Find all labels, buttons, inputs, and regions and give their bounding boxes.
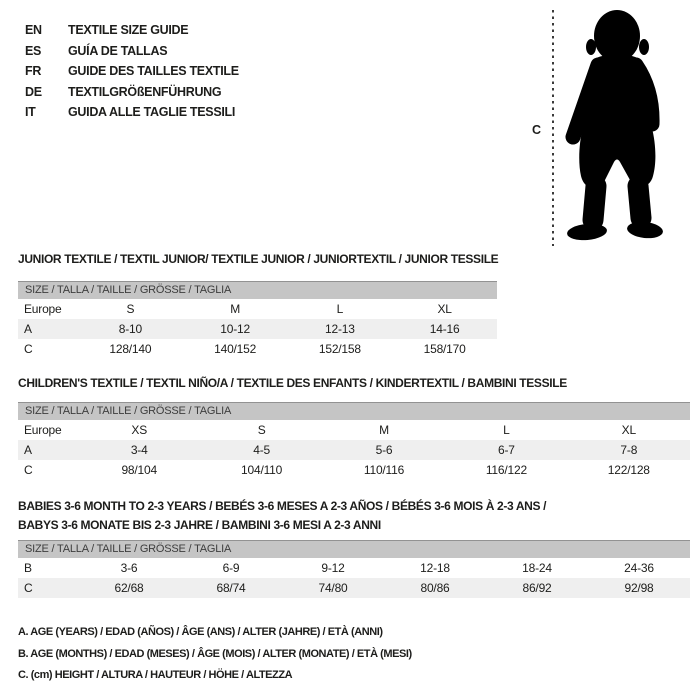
language-code: IT (25, 105, 36, 120)
guide-title: GUIDA ALLE TAGLIE TESSILI (68, 105, 236, 120)
table-cell: XL (621, 423, 636, 437)
table-cell: 18-24 (522, 561, 552, 575)
toddler-silhouette-image (560, 8, 665, 242)
footnote-b: B. AGE (MONTHS) / EDAD (MESES) / ÂGE (MOIS) / ALTER (MONATE) / ETÀ (MESI) (18, 647, 412, 660)
table-cell: 116/122 (485, 463, 527, 477)
table-row (18, 339, 497, 359)
table-cell: 5-6 (375, 443, 393, 457)
table-cell: 7-8 (620, 443, 638, 457)
babies-table-title-line1: BABIES 3-6 MONTH TO 2-3 YEARS / BEBÉS 3-6 MESES A 2-3 AÑOS / BÉBÉS 3-6 MOIS À 2-3 ANS / (18, 499, 547, 513)
language-row (25, 82, 239, 103)
table-cell: XS (131, 423, 147, 437)
language-code: EN (25, 23, 42, 38)
table-row (18, 578, 690, 598)
footnote-a: A. AGE (YEARS) / EDAD (AÑOS) / ÂGE (ANS) / ALTER (JAHRE) / ETÀ (ANNI) (18, 626, 383, 638)
table-cell: S (257, 423, 266, 437)
footnotes (18, 622, 412, 687)
table-cell: 68/74 (216, 581, 246, 595)
table-row (18, 420, 690, 440)
table-row (18, 558, 690, 578)
language-code: ES (25, 43, 42, 58)
guide-title: TEXTILE SIZE GUIDE (68, 23, 189, 38)
table-cell: L (336, 302, 344, 316)
table-cell: 9-12 (321, 561, 345, 575)
table-body (18, 420, 690, 480)
table-cell: 14-16 (429, 322, 460, 336)
table-cell: S (126, 302, 135, 316)
babies-textile-table (18, 540, 690, 598)
language-code: FR (25, 64, 42, 79)
table-cell: 10-12 (220, 322, 250, 336)
table-cell: L (503, 423, 510, 437)
table-cell: 152/158 (318, 342, 361, 356)
children-textile-table (18, 402, 690, 480)
table-cell: XL (437, 302, 452, 316)
table-cell: 110/116 (363, 463, 405, 477)
row-label-cell: Europe (24, 423, 62, 437)
table-cell: 104/110 (241, 463, 283, 477)
table-cell: 80/86 (420, 581, 450, 595)
guide-title: GUÍA DE TALLAS (68, 43, 168, 58)
table-cell: 12-18 (420, 561, 450, 575)
children-table-title: CHILDREN'S TEXTILE / TEXTIL NIÑO/A / TEXTILE DES ENFANTS / KINDERTEXTIL / BAMBINI TESSILE (18, 376, 567, 390)
table-cell: 122/128 (607, 463, 650, 477)
table-cell: 3-6 (120, 561, 138, 575)
table-cell: 6-9 (222, 561, 240, 575)
table-cell: 86/92 (522, 581, 552, 595)
language-row (25, 102, 239, 123)
height-measure-line (552, 10, 554, 246)
table-cell: 62/68 (114, 581, 144, 595)
guide-title: GUIDE DES TAILLES TEXTILE (68, 64, 239, 79)
row-label-cell: B (24, 561, 32, 575)
row-label-cell: Europe (24, 302, 62, 316)
row-label-cell: A (24, 443, 32, 457)
junior-table-title: JUNIOR TEXTILE / TEXTIL JUNIOR/ TEXTILE JUNIOR / JUNIORTEXTIL / JUNIOR TESSILE (18, 252, 499, 266)
table-cell: 140/152 (214, 342, 257, 356)
language-row (25, 20, 239, 41)
guide-title: TEXTILGRÖßENFÜHRUNG (68, 84, 222, 99)
table-cell: 74/80 (318, 581, 348, 595)
language-row (25, 61, 239, 82)
size-header-bar: SIZE / TALLA / TAILLE / GRÖSSE / TAGLIA (18, 402, 690, 420)
row-label-cell: C (24, 342, 33, 356)
table-cell: 158/170 (423, 342, 466, 356)
footnote-c: C. (cm) HEIGHT / ALTURA / HAUTEUR / HÖHE / ALTEZZA (18, 669, 293, 681)
babies-table-title-line2: BABYS 3-6 MONATE BIS 2-3 JAHRE / BAMBINI 3-6 MESI A 2-3 ANNI (18, 517, 381, 532)
table-body (18, 558, 690, 598)
size-header-bar: SIZE / TALLA / TAILLE / GRÖSSE / TAGLIA (18, 540, 690, 558)
table-cell: 92/98 (624, 581, 654, 595)
table-cell: M (379, 423, 389, 437)
row-label-cell: C (24, 581, 33, 595)
table-row (18, 440, 690, 460)
table-cell: 6-7 (498, 443, 515, 457)
language-title-list (25, 20, 239, 123)
junior-textile-table (18, 281, 497, 359)
table-body (18, 299, 497, 359)
row-label-cell: A (24, 322, 32, 336)
babies-table-title (18, 497, 546, 534)
table-row (18, 460, 690, 480)
table-row (18, 299, 497, 319)
table-cell: M (230, 302, 241, 316)
language-code: DE (25, 84, 42, 99)
height-measure-label: C (532, 123, 542, 137)
table-cell: 3-4 (130, 443, 148, 457)
row-label-cell: C (24, 463, 33, 477)
table-cell: 98/104 (121, 463, 157, 477)
table-cell: 8-10 (118, 322, 142, 336)
table-cell: 12-13 (325, 322, 355, 336)
table-row (18, 319, 497, 339)
table-cell: 24-36 (624, 561, 654, 575)
table-cell: 128/140 (109, 342, 152, 356)
table-cell: 4-5 (253, 443, 270, 457)
language-row (25, 41, 239, 62)
size-header-bar: SIZE / TALLA / TAILLE / GRÖSSE / TAGLIA (18, 281, 497, 299)
